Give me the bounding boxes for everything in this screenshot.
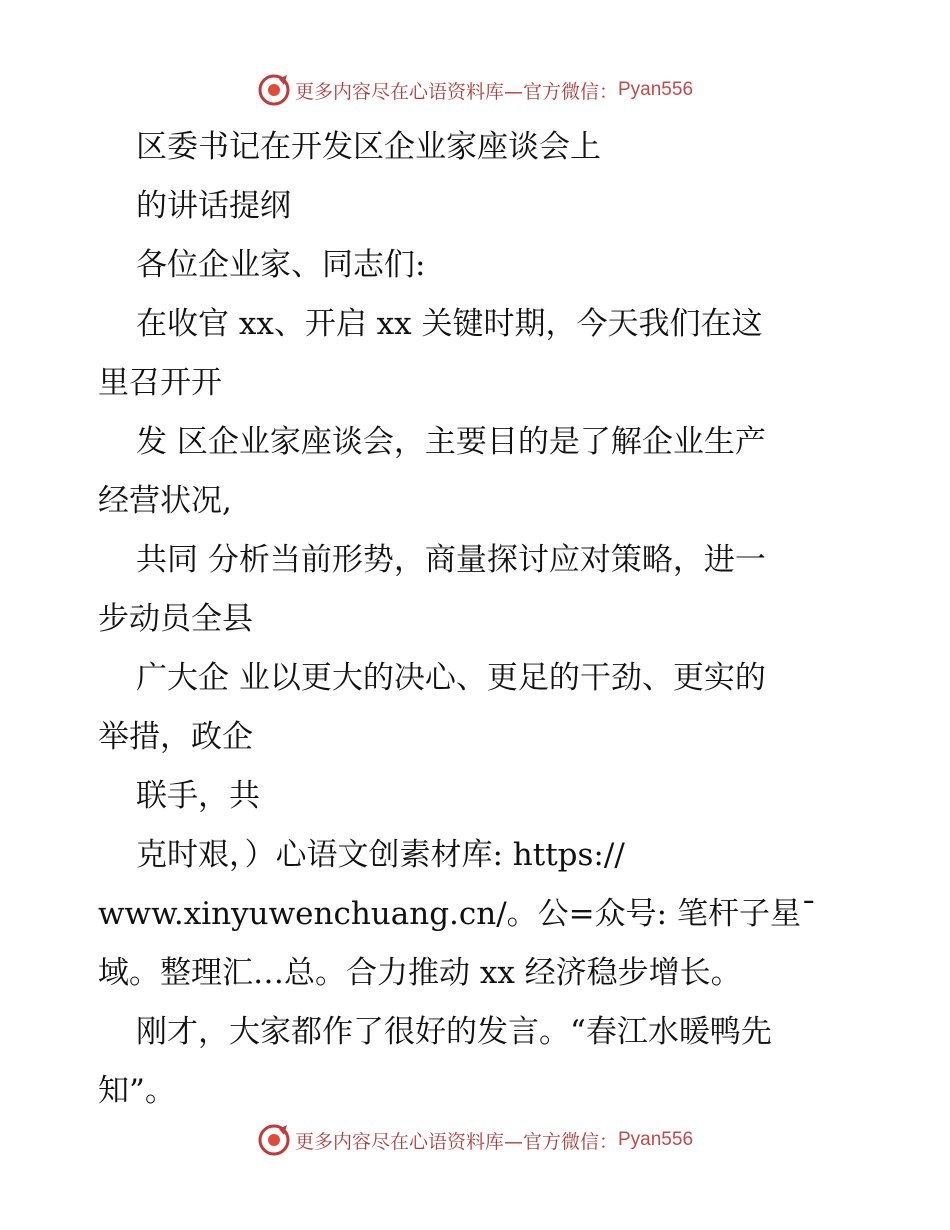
brand-logo-icon: [257, 73, 291, 107]
text-line: 步动员全县: [98, 601, 253, 637]
watermark-banner-top: [0, 70, 950, 110]
watermark-wechat-id: Pyan556: [618, 1129, 694, 1150]
text-line: 举措，政企: [98, 719, 253, 755]
text-line: 克时艰，）心语文创素材库: https://: [136, 837, 625, 873]
text-line: 的讲话提纲: [136, 188, 291, 224]
watermark-text: 更多内容尽在心语资料库—官方微信：: [294, 80, 618, 103]
text-line: 知”。: [98, 1073, 176, 1109]
text-line: 域。整理汇…总。合力推动 xx 经济稳步增长。: [98, 955, 742, 991]
document-body: [98, 118, 878, 1121]
text-line: 经营状况,: [98, 483, 232, 519]
text-line: 里召开开: [98, 365, 222, 401]
watermark-wechat-id: Pyan556: [618, 79, 694, 100]
brand-logo-icon: [257, 1123, 291, 1157]
watermark-banner-bottom: [0, 1120, 950, 1160]
text-line: 各位企业家、同志们:: [136, 247, 426, 283]
watermark-text: 更多内容尽在心语资料库—官方微信：: [294, 1130, 618, 1153]
text-line: www.xinyuwenchuang.cn/。公=众号: 笔杆子星¯: [98, 896, 817, 932]
text-line: 在收官 xx、开启 xx 关键时期，今天我们在这: [136, 306, 763, 342]
text-line: 共同 分析当前形势，商量探讨应对策略，进一: [136, 542, 766, 578]
text-line: 区委书记在开发区企业家座谈会上: [136, 129, 601, 165]
text-line: 广大企 业以更大的决心、更足的干劲、更实的: [136, 660, 766, 696]
text-line: 刚才，大家都作了很好的发言。“春江水暖鸭先: [136, 1014, 772, 1050]
text-line: 联手，共: [136, 778, 260, 814]
text-line: 发 区企业家座谈会，主要目的是了解企业生产: [136, 424, 766, 460]
